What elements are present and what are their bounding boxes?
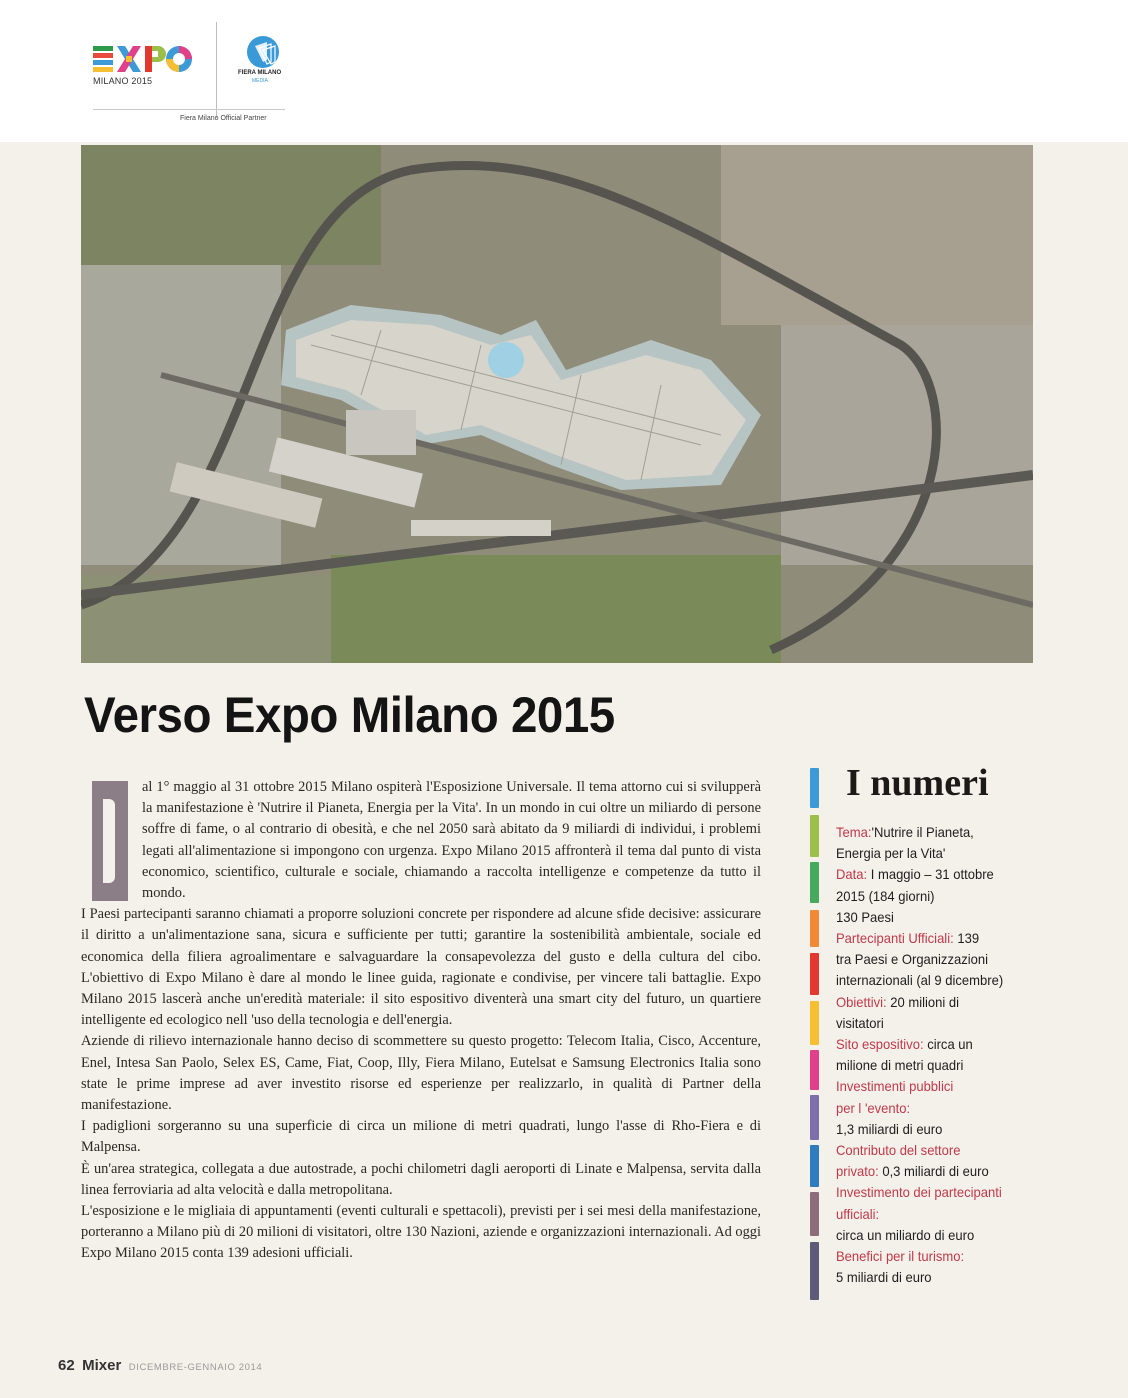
page-footer — [58, 1357, 262, 1375]
fact-value: 5 miliardi di euro — [836, 1269, 932, 1286]
sidebar-color-bar — [810, 953, 819, 995]
fact-line — [836, 1182, 1031, 1203]
fiera-logo-media: MEDIA — [252, 78, 268, 84]
fact-label: Investimento dei partecipanti — [836, 1184, 1002, 1201]
page-header — [0, 0, 1128, 142]
fact-line — [836, 1161, 1031, 1182]
fact-label: Sito espositivo: — [836, 1036, 924, 1053]
fact-value: Energia per la Vita' — [836, 845, 946, 862]
fact-line — [836, 1076, 1031, 1097]
aerial-photo — [81, 145, 1033, 663]
fact-label: ufficiali: — [836, 1205, 880, 1222]
fact-label: Investimenti pubblici — [836, 1078, 954, 1095]
fact-value: 139 — [953, 930, 980, 947]
fact-value: 20 milioni di — [886, 993, 960, 1010]
fact-value: I maggio – 31 ottobre — [867, 866, 994, 883]
expo-logo-p — [145, 46, 166, 72]
fact-line — [836, 949, 1031, 970]
sidebar-color-bar — [810, 862, 819, 903]
expo-logo-o — [166, 46, 192, 72]
fact-line — [836, 1119, 1031, 1140]
sidebar-color-bar — [810, 1095, 819, 1140]
fact-line — [836, 1204, 1031, 1225]
dropcap-letter — [92, 781, 128, 901]
article-paragraph: I padiglioni sorgeranno su una superficie di circa un milione di metri quadrati, lungo l'asse di Rho-Fiera e di Malpensa. — [81, 1118, 761, 1156]
header-rule — [93, 109, 285, 110]
logo-divider — [216, 22, 217, 118]
fact-line — [836, 864, 1031, 885]
expo-logo-e — [93, 46, 113, 72]
fact-label: Partecipanti Ufficiali: — [836, 930, 954, 947]
expo-logo-text: EXPO — [93, 44, 96, 45]
fact-value: circa un miliardo di euro — [836, 1226, 975, 1243]
sidebar-color-bar — [810, 910, 819, 947]
page-number: 62 — [58, 1357, 75, 1374]
fact-value: 1,3 miliardi di euro — [836, 1120, 943, 1137]
fact-line — [836, 886, 1031, 907]
fact-line — [836, 1055, 1031, 1076]
fact-label: per l 'evento: — [836, 1099, 911, 1116]
expo-milano-logo — [93, 44, 193, 74]
fact-line — [836, 1267, 1031, 1288]
fact-label: Data: — [836, 866, 868, 883]
fact-value: tra Paesi e Organizzazioni — [836, 951, 988, 968]
fact-line — [836, 1098, 1031, 1119]
fact-value: milione di metri quadri — [836, 1057, 964, 1074]
sidebar-color-bar — [810, 1050, 819, 1090]
sidebar-color-bar — [810, 768, 819, 808]
fact-line — [836, 1034, 1031, 1055]
article-title: Verso Expo Milano 2015 — [84, 687, 615, 743]
fact-label: Benefici per il turismo: — [836, 1248, 965, 1265]
article-paragraph: Aziende di rilievo internazionale hanno deciso di scommettere su questo progetto: Telecom Italia, Cisco, Accenture, Enel, Intesa San Paolo, Selex ES, Came, Fiat, Coop, Illy, Fiera Milano, Eutelsat e Samsung Electronics Italia sono state le prime imprese ad aver investito risorse ed esperienze per realizzarlo, in qualità di Partner della manifestazione. — [81, 1033, 761, 1114]
fact-label: privato: — [836, 1163, 879, 1180]
fact-line — [836, 843, 1031, 864]
fact-line — [836, 907, 1031, 928]
sidebar-color-bar — [810, 1145, 819, 1187]
fact-line — [836, 928, 1031, 949]
fact-line — [836, 1140, 1031, 1161]
fact-value: 130 Paesi — [836, 908, 894, 925]
fact-line — [836, 970, 1031, 991]
sidebar-color-bar — [810, 1192, 819, 1236]
issue-date: DICEMBRE-GENNAIO 2014 — [128, 1362, 263, 1373]
expo-logo-subtitle: MILANO 2015 — [93, 76, 153, 86]
fact-line — [836, 1225, 1031, 1246]
fact-label: Obiettivi: — [836, 993, 887, 1010]
article-paragraph: L'esposizione e le migliaia di appuntamenti (eventi culturali e spettacoli), previsti per i sei mesi della manifestazione, porteranno a Milano più di 20 milioni di visitatori, oltre 130 Nazioni, aziende e organizzazioni internazionali. Ad oggi Expo Milano 2015 conta 139 adesioni ufficiali. — [81, 1203, 761, 1262]
sidebar-title: I numeri — [846, 762, 989, 804]
fact-value: visitatori — [836, 1014, 884, 1031]
fact-value: 0,3 miliardi di euro — [878, 1163, 989, 1180]
fact-line — [836, 1013, 1031, 1034]
fact-line — [836, 822, 1031, 843]
fact-value: circa un — [923, 1036, 973, 1053]
article-paragraph: al 1° maggio al 31 ottobre 2015 Milano ospiterà l'Esposizione Universale. Il tema attorno cui si svilupperà la manifestazione è 'Nutrire il Pianeta, Energia per la Vita'. In un mondo in cui oltre un miliardo di persone soffre di fame, o al contrario di obesità, e che nel 2050 sarà abitato da 9 miliardi di individui, i problemi legati all'alimentazione si impongono con urgenza. Expo Milano 2015 affronterà il tema dal punto di vista economico, scientifico, culturale e sociale, chiamando a raccolta intelligenze e competenze da tutto il mondo. — [142, 779, 761, 902]
fact-value: 'Nutrire il Pianeta, — [871, 824, 974, 840]
fact-value: 2015 (184 giorni) — [836, 887, 935, 904]
article-body — [81, 777, 761, 1265]
sidebar-color-bar — [810, 815, 819, 857]
fact-label: Contributo del settore — [836, 1142, 961, 1159]
magazine-name: Mixer — [82, 1357, 122, 1374]
fact-value: internazionali (al 9 dicembre) — [836, 972, 1004, 989]
sidebar-color-bar — [810, 1001, 819, 1045]
article-paragraph: È un'area strategica, collegata a due autostrade, a pochi chilometri dagli aeroporti di Linate e Malpensa, servita dalla linea ferroviaria ad alta velocità e dalla metropolitana. — [81, 1160, 761, 1198]
sidebar-color-bar — [810, 1242, 819, 1300]
fiera-milano-media-logo — [245, 34, 281, 70]
fact-line — [836, 992, 1031, 1013]
fiera-logo-name: FIERA MILANO — [238, 70, 282, 76]
fact-label: Tema: — [836, 824, 872, 840]
fact-line — [836, 1246, 1031, 1267]
sidebar-facts — [836, 822, 1031, 1288]
partner-label: Fiera Milano Official Partner — [180, 115, 267, 122]
expo-logo-x — [117, 46, 141, 72]
article-paragraph: I Paesi partecipanti saranno chiamati a proporre soluzioni concrete per rispondere ad alcune sfide decisive: assicurare il diritto a un'alimentazione sana, sicura e sufficiente per tutti; garantire la sostenibilità ambientale, sociale ed economica della filiera agroalimentare e salvaguardare la consapevolezza del gusto e della cultura del cibo. L'obiettivo di Expo Milano è dare al mondo le linee guida, ragionate e condivise, per vincere tali battaglie. Expo Milano 2015 lascerà anche un'eredità materiale: il sito espositivo diventerà una smart city del futuro, un quartiere intelligente ed ecologico nell 'uso della tecnologia e dell'energia. — [81, 906, 761, 1029]
